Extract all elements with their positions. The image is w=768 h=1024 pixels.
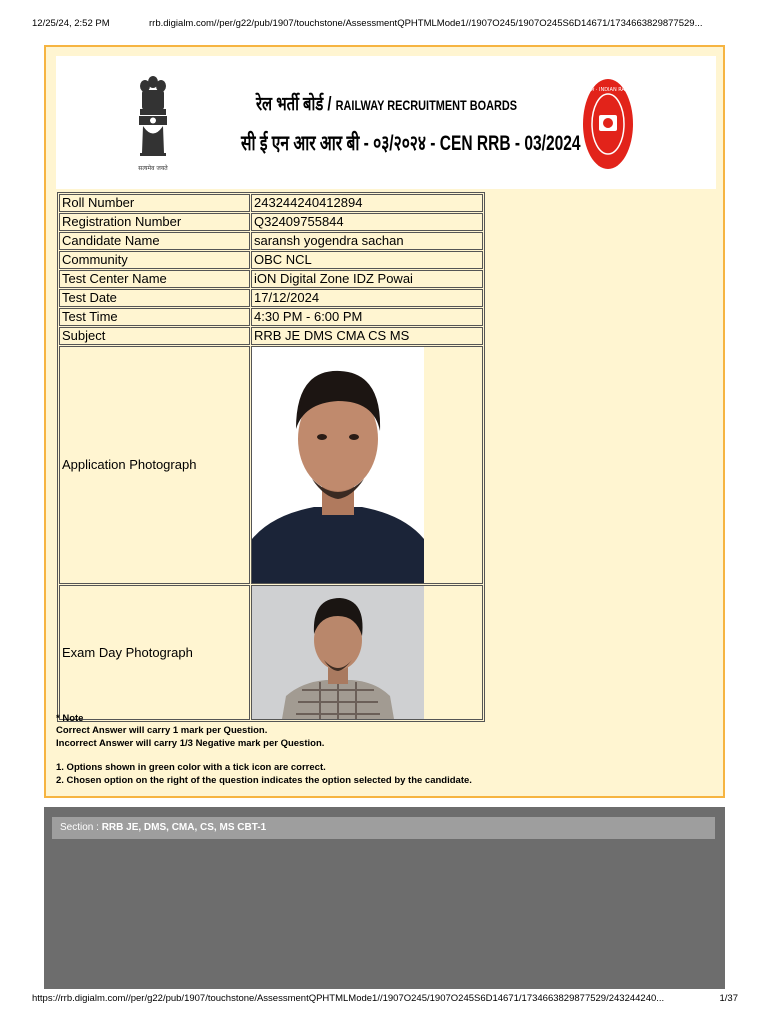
test-time-value: 4:30 PM - 6:00 PM — [251, 308, 483, 326]
table-row — [59, 289, 483, 307]
table-row — [59, 270, 483, 288]
registration-number-value: Q32409755844 — [251, 213, 483, 231]
banner-title-english: RAILWAY RECRUITMENT BOARDS — [335, 97, 518, 113]
section-name: RRB JE, DMS, CMA, CS, MS CBT-1 — [101, 822, 267, 833]
table-row — [59, 232, 483, 250]
table-row — [59, 213, 483, 231]
print-footer — [32, 993, 738, 1007]
subject-value: RRB JE DMS CMA CS MS — [251, 327, 483, 345]
community-value: OBC NCL — [251, 251, 483, 269]
exam-day-photo-label: Exam Day Photograph — [59, 585, 250, 720]
emblem-caption: सत्यमेव जयते — [138, 165, 168, 172]
roll-number-value: 243244240412894 — [251, 194, 483, 212]
application-photo-label: Application Photograph — [59, 346, 250, 584]
banner-subtitle: सी ई एन आर आर बी - ०३/२०२४ - CEN RRB - 03/2024 — [241, 132, 581, 155]
candidate-name-label: Candidate Name — [59, 232, 250, 250]
application-photo — [252, 347, 424, 583]
candidate-info-table — [57, 192, 485, 722]
candidate-name-value: saransh yogendra sachan — [251, 232, 483, 250]
test-center-label: Test Center Name — [59, 270, 250, 288]
application-photo-cell — [251, 346, 483, 584]
logo-text: भारतीय रेल · INDIAN RAILWAYS — [573, 87, 643, 93]
test-date-label: Test Date — [59, 289, 250, 307]
exam-day-photo — [252, 586, 424, 719]
exam-day-photo-cell — [251, 585, 483, 720]
rrb-banner — [56, 56, 716, 189]
table-row — [59, 346, 483, 584]
print-url: rrb.digialm.com//per/g22/pub/1907/touchstone/AssessmentQPHTMLMode1//1907O245/1907O245S6D14671/1734663829877529... — [149, 18, 703, 29]
notes — [56, 713, 472, 787]
table-row — [59, 327, 483, 345]
candidate-response-sheet — [44, 45, 725, 798]
national-emblem-icon — [136, 73, 170, 175]
section-prefix: Section : — [60, 822, 102, 833]
table-row — [59, 251, 483, 269]
table-row — [59, 194, 483, 212]
subject-label: Subject — [59, 327, 250, 345]
note-incorrect-answer: Incorrect Answer will carry 1/3 Negative mark per Question. — [56, 737, 325, 749]
note-chosen-option: 2. Chosen option on the right of the question indicates the option selected by the candidate. — [56, 774, 472, 786]
table-row — [59, 308, 483, 326]
table-row — [59, 585, 483, 720]
registration-number-label: Registration Number — [59, 213, 250, 231]
roll-number-label: Roll Number — [59, 194, 250, 212]
community-label: Community — [59, 251, 250, 269]
note-option-green: 1. Options shown in green color with a tick icon are correct. — [56, 762, 326, 774]
note-spacer — [56, 750, 472, 762]
section-header — [52, 817, 715, 839]
banner-title — [256, 90, 517, 116]
page-number: 1/37 — [719, 993, 738, 1004]
section-panel — [44, 807, 725, 989]
test-time-label: Test Time — [59, 308, 250, 326]
test-date-value: 17/12/2024 — [251, 289, 483, 307]
indian-railways-logo-icon — [573, 77, 643, 171]
banner-title-hindi: रेल भर्ती बोर्ड / — [256, 94, 336, 115]
note-heading: * Note — [56, 713, 84, 724]
footer-url: https://rrb.digialm.com//per/g22/pub/1907/touchstone/AssessmentQPHTMLMode1//1907O245/1907O245S6D14671/1734663829877529/243244240... — [32, 993, 665, 1004]
note-correct-answer: Correct Answer will carry 1 mark per Question. — [56, 725, 268, 737]
print-timestamp: 12/25/24, 2:52 PM — [32, 18, 110, 29]
test-center-value: iON Digital Zone IDZ Powai — [251, 270, 483, 288]
print-header — [32, 18, 738, 32]
